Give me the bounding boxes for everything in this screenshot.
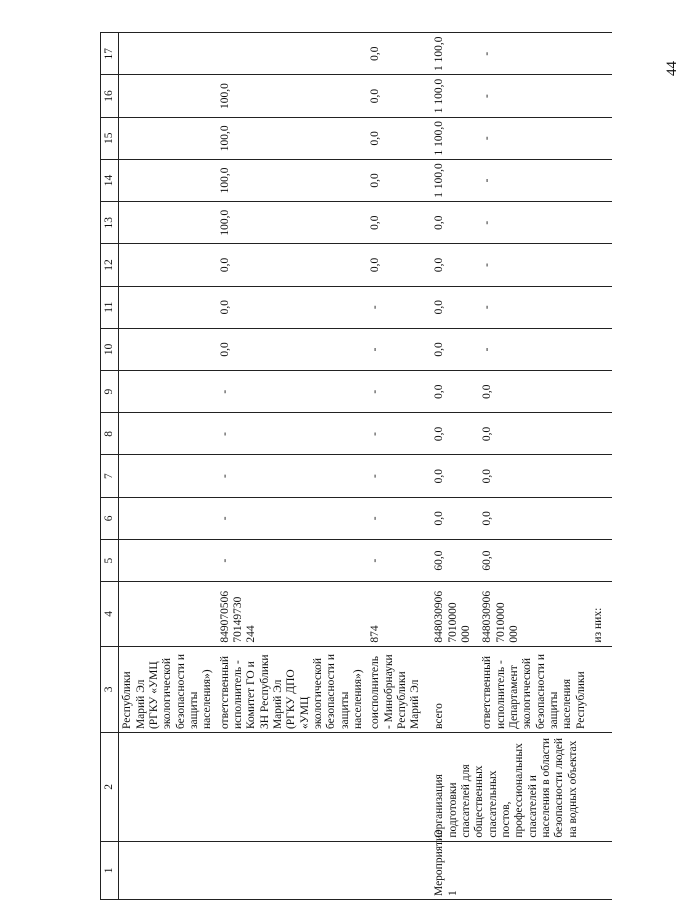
cell-code: 849070506 70149730 244 <box>217 582 368 646</box>
table-row <box>119 33 217 900</box>
cell-value: 1 100,0 <box>431 117 479 159</box>
cell-value: 0,0 <box>367 159 431 201</box>
column-number: 7 <box>101 455 119 497</box>
cell-value: 100,0 <box>217 202 368 244</box>
column-number: 1 <box>101 841 119 899</box>
cell-value: 100,0 <box>217 159 368 201</box>
column-number: 16 <box>101 75 119 117</box>
cell-name: Организация подготовки спасателей для общественных спасательных постов, профессиональных спасателей и населения в области безопасности людей на водных объектах <box>431 733 612 842</box>
cell-value: - <box>479 286 590 328</box>
column-number: 14 <box>101 159 119 201</box>
cell-executor: всего <box>431 646 479 732</box>
cell-value <box>119 455 217 497</box>
cell-executor <box>590 646 612 732</box>
cell-value <box>119 202 217 244</box>
table-row <box>431 33 479 900</box>
cell-value <box>590 328 612 370</box>
cell-value <box>590 202 612 244</box>
cell-value: - <box>479 328 590 370</box>
cell-value <box>590 455 612 497</box>
cell-value: 0,0 <box>367 202 431 244</box>
cell-value: 0,0 <box>217 244 368 286</box>
cell-value: 0,0 <box>431 202 479 244</box>
table-row <box>217 33 368 900</box>
cell-value: - <box>367 371 431 413</box>
cell-value: - <box>479 244 590 286</box>
cell-value: 100,0 <box>217 75 368 117</box>
cell-value <box>590 159 612 201</box>
cell-value <box>119 413 217 455</box>
cell-activity <box>590 841 612 899</box>
cell-value: 0,0 <box>479 371 590 413</box>
cell-value: - <box>217 497 368 539</box>
cell-code: из них: <box>590 582 612 646</box>
cell-value: - <box>479 33 590 75</box>
column-number: 9 <box>101 371 119 413</box>
cell-value: 0,0 <box>367 244 431 286</box>
cell-code <box>119 582 217 646</box>
cell-value <box>217 33 368 75</box>
column-number-row <box>101 33 119 900</box>
cell-value: - <box>367 328 431 370</box>
cell-value: 0,0 <box>431 328 479 370</box>
cell-activity <box>119 841 217 899</box>
cell-value: 0,0 <box>431 371 479 413</box>
column-number: 17 <box>101 33 119 75</box>
cell-value: 0,0 <box>367 33 431 75</box>
cell-value <box>119 539 217 581</box>
cell-value <box>119 117 217 159</box>
cell-value: 1 100,0 <box>431 75 479 117</box>
cell-code: 848030906 7010000 000 <box>479 582 590 646</box>
cell-activity <box>367 841 431 899</box>
cell-value: - <box>217 371 368 413</box>
cell-value <box>590 286 612 328</box>
cell-value <box>590 117 612 159</box>
cell-value: 0,0 <box>431 455 479 497</box>
column-number: 6 <box>101 497 119 539</box>
cell-value: - <box>367 539 431 581</box>
cell-value <box>590 539 612 581</box>
page-number: 44 <box>664 61 680 76</box>
cell-value <box>119 371 217 413</box>
cell-activity: Мероприятие 1 <box>431 841 479 899</box>
cell-value <box>119 286 217 328</box>
cell-code: 874 <box>367 582 431 646</box>
cell-value <box>590 33 612 75</box>
cell-value: 0,0 <box>367 117 431 159</box>
cell-value <box>590 75 612 117</box>
cell-activity <box>217 841 368 899</box>
cell-value: - <box>479 117 590 159</box>
cell-value: 1 100,0 <box>431 159 479 201</box>
cell-name <box>119 733 217 842</box>
cell-value: - <box>217 455 368 497</box>
cell-value <box>590 371 612 413</box>
cell-value: 0,0 <box>479 497 590 539</box>
budget-table <box>100 32 604 900</box>
cell-value: - <box>367 413 431 455</box>
column-number: 10 <box>101 328 119 370</box>
cell-value: 0,0 <box>367 75 431 117</box>
cell-name <box>217 733 368 842</box>
cell-value: 60,0 <box>479 539 590 581</box>
cell-activity <box>479 841 590 899</box>
cell-value: 0,0 <box>431 413 479 455</box>
cell-value <box>119 244 217 286</box>
cell-value: 0,0 <box>431 497 479 539</box>
cell-value: 0,0 <box>431 244 479 286</box>
cell-value: 60,0 <box>431 539 479 581</box>
column-number: 12 <box>101 244 119 286</box>
cell-value: - <box>367 286 431 328</box>
cell-executor: ответственный исполнитель - Департамент экологической безопасности и защиты населения Республики <box>479 646 590 732</box>
cell-value: - <box>367 497 431 539</box>
cell-value <box>119 159 217 201</box>
cell-value <box>590 413 612 455</box>
cell-name <box>367 733 431 842</box>
cell-value: - <box>367 455 431 497</box>
table-row <box>367 33 431 900</box>
cell-value: 0,0 <box>431 286 479 328</box>
cell-value <box>590 497 612 539</box>
cell-value: - <box>217 539 368 581</box>
cell-code: 848030906 7010000 000 <box>431 582 479 646</box>
column-number: 4 <box>101 582 119 646</box>
cell-value: - <box>479 202 590 244</box>
cell-executor: Республики Марий Эл (РГКУ «УМЦ экологической безопасности и защиты населения») <box>119 646 217 732</box>
column-number: 2 <box>101 733 119 842</box>
cell-value: - <box>217 413 368 455</box>
cell-value: - <box>479 75 590 117</box>
cell-value: 1 100,0 <box>431 33 479 75</box>
cell-value <box>119 497 217 539</box>
cell-executor: соисполнитель - Минобрнауки Республики Марий Эл <box>367 646 431 732</box>
cell-value: 0,0 <box>479 413 590 455</box>
cell-executor: ответственный исполнитель - Комитет ГО и ЗН Республики Марий Эл (РГКУ ДПО «УМЦ экологической безопасности и защиты населения») <box>217 646 368 732</box>
column-number: 5 <box>101 539 119 581</box>
cell-value: 0,0 <box>217 286 368 328</box>
column-number: 8 <box>101 413 119 455</box>
cell-value <box>119 33 217 75</box>
column-number: 13 <box>101 202 119 244</box>
column-number: 3 <box>101 646 119 732</box>
column-number: 15 <box>101 117 119 159</box>
cell-value: 100,0 <box>217 117 368 159</box>
cell-value <box>590 244 612 286</box>
cell-value: 0,0 <box>217 328 368 370</box>
cell-value <box>119 75 217 117</box>
cell-value: - <box>479 159 590 201</box>
cell-value: 0,0 <box>479 455 590 497</box>
cell-value <box>119 328 217 370</box>
column-number: 11 <box>101 286 119 328</box>
